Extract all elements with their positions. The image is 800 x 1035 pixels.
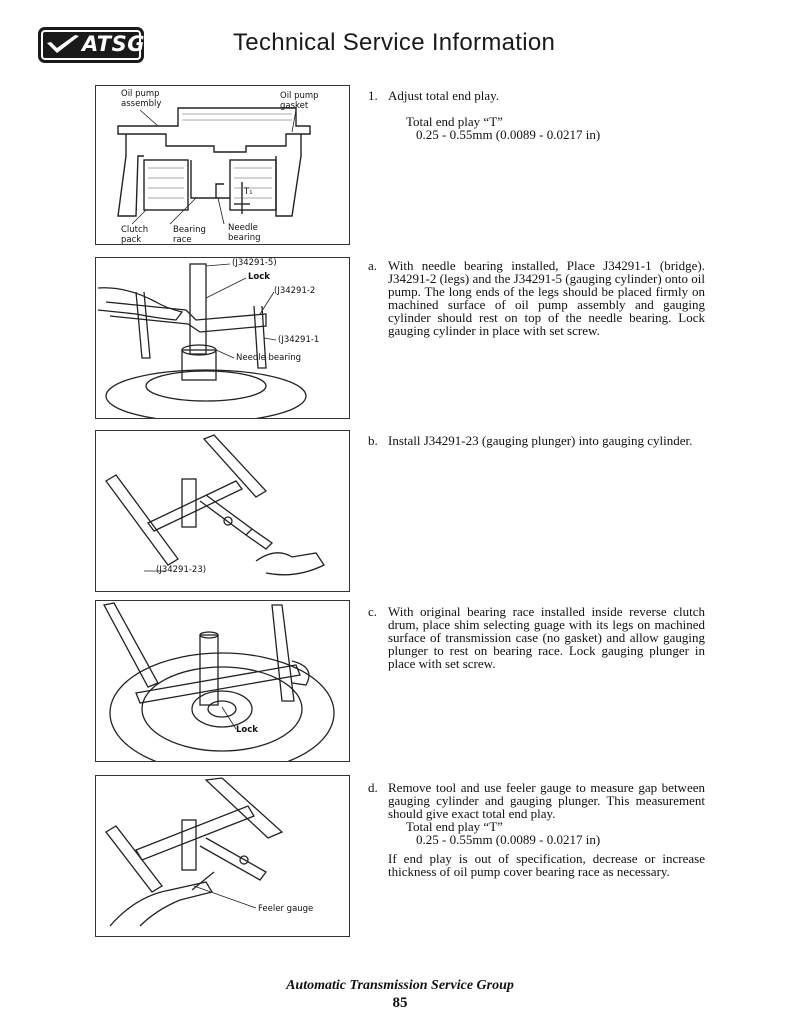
label-j34291-5: (J34291-5) [232,258,277,268]
label-t1: T₁ [244,187,253,197]
step-c-text: With original bearing race installed inside reverse clutch drum, place shim selecting guage with its legs on machined surface of transmission case (no gasket) and allow gauging plunger to rest on bearing race. Lock gauging plunger in place with set screw. [388,604,705,671]
footer-group-name: Automatic Transmission Service Group [286,978,514,993]
figure-oil-pump-cross-section [95,85,350,245]
label-needle-bearing-2: Needle bearing [236,353,301,363]
figure-gauging-plunger [95,430,350,592]
step-1-text: Adjust total end play. [388,88,500,103]
label-j34291-1: (J34291-1 [278,335,320,345]
step-1 [368,89,705,102]
label-oil-pump-gasket: Oil pump gasket [280,91,319,111]
step-d-text: Remove tool and use feeler gauge to measure gap between gauging cylinder and gauging plunger. This measurement should give exact total end play. [388,780,705,821]
label-j34291-2: (J34291-2 [274,286,316,296]
tool-on-case-drawing [96,601,349,761]
step-d-note [368,852,705,878]
step-d-marker: d. [368,780,378,795]
figure-feeler-gauge [95,775,350,937]
label-feeler-gauge: Feeler gauge [258,904,314,914]
step-b [368,434,705,447]
page-title: Technical Service Information [233,29,556,56]
step-d-spec-value: 0.25 - 0.55mm (0.0089 - 0.0217 in) [416,832,601,847]
checkmark-icon [45,33,81,57]
label-lock-2: Lock [236,725,258,735]
figure-tool-on-pump [95,257,350,419]
gauging-plunger-drawing [96,431,349,591]
step-a [368,259,705,337]
step-1-spec-label: Total end play “T” [406,114,503,129]
step-c [368,605,705,670]
step-d-text2: If end play is out of specification, decrease or increase thickness of oil pump cover bearing race as necessary. [388,851,705,879]
figure-tool-on-case [95,600,350,762]
label-lock: Lock [248,272,270,282]
step-a-marker: a. [368,258,378,273]
label-needle-bearing: Needle bearing [228,223,261,243]
step-a-text: With needle bearing installed, Place J34291-1 (bridge). J34291-2 (legs) and the J34291-5 (gauging cylinder) onto oil pump. The long ends of the legs should be placed firmly on machined surface of oil pump assembly and gauging cylinder should rest on top of the needle bearing. Lock gauging cylinder in place with set screw. [388,258,705,338]
step-b-marker: b. [368,433,378,448]
atsg-logo [38,27,144,63]
step-b-text: Install J34291-23 (gauging plunger) into gauging cylinder. [388,433,693,448]
label-oil-pump-assembly: Oil pump assembly [121,89,162,109]
step-1-marker: 1. [368,88,378,103]
logo-text: ATSG [82,32,145,56]
label-clutch-pack: Clutch pack [121,225,149,245]
label-bearing-race: Bearing race [173,225,206,245]
step-d-spec-label: Total end play “T” [406,819,503,834]
label-j34291-23: (J34291-23) [156,565,207,575]
step-d [368,781,705,820]
step-c-marker: c. [368,604,378,619]
step-1-spec-value: 0.25 - 0.55mm (0.0089 - 0.0217 in) [416,127,601,142]
page-number: 85 [392,995,408,1011]
